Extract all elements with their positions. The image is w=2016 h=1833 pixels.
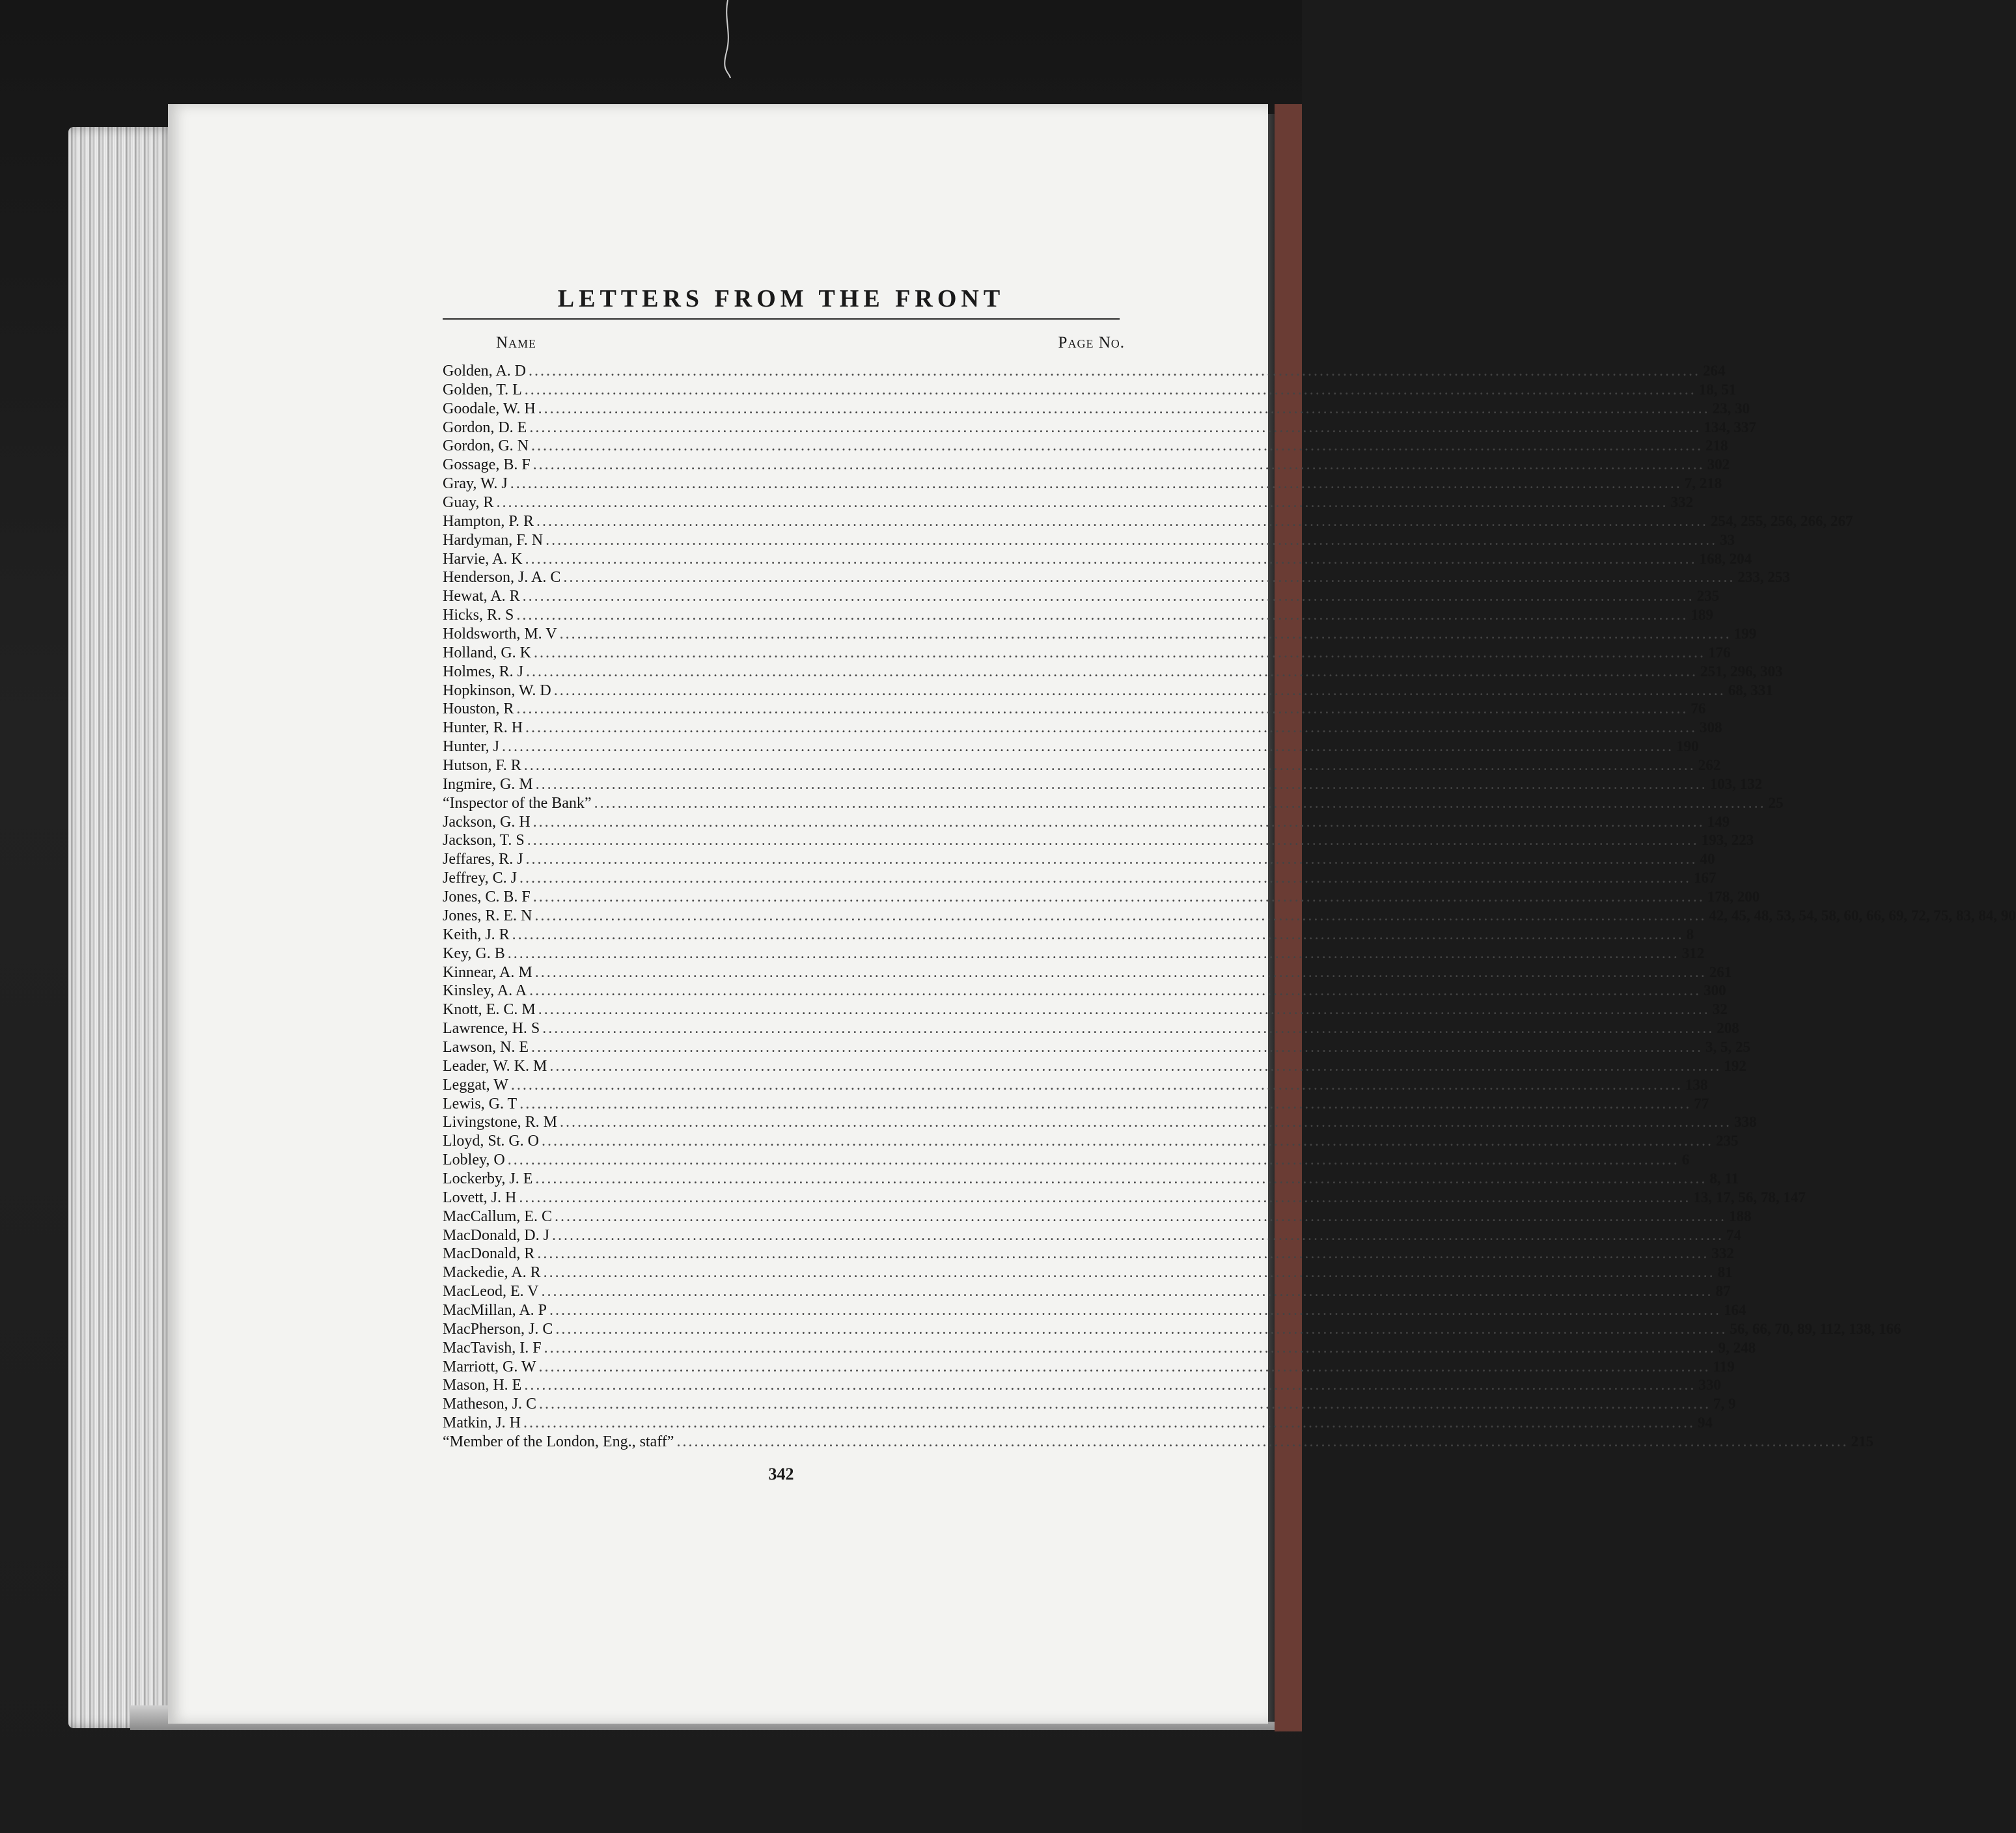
index-entry — [443, 550, 1752, 569]
entry-name: Holmes, R. J — [443, 663, 524, 680]
entry-name: Hunter, R. H — [443, 719, 523, 737]
entry-name: Gordon, D. E — [443, 419, 527, 436]
entry-page-numbers: 25 — [1768, 794, 1784, 811]
entry-name: Lloyd, St. G. O — [443, 1133, 540, 1150]
index-entry — [443, 1395, 1736, 1414]
dot-leader: ........................................................................................................................................................................................................ — [531, 437, 1703, 455]
index-entry — [443, 944, 1705, 963]
dot-leader: ........................................................................................................................................................................................................ — [535, 1170, 1707, 1187]
index-entry — [443, 512, 1853, 531]
index-entry — [443, 1245, 1734, 1263]
dot-leader: ........................................................................................................................................................................................................ — [512, 926, 1684, 943]
index-entry — [443, 1151, 1690, 1170]
index-entry — [443, 682, 1773, 700]
dot-leader: ........................................................................................................................................................................................................ — [554, 1207, 1726, 1225]
dot-leader: ........................................................................................................................................................................................................ — [532, 456, 1705, 474]
entry-name: Jeffares, R. J — [443, 851, 523, 868]
entry-page-numbers: 23, 30 — [1712, 400, 1750, 417]
entry-name: Keith, J. R — [443, 926, 510, 943]
dot-leader: ........................................................................................................................................................................................................ — [529, 982, 1702, 1000]
entry-name: Lobley, O — [443, 1151, 505, 1169]
entry-page-numbers: 68, 331 — [1728, 682, 1773, 698]
entry-name: Key, G. B — [443, 944, 505, 962]
entry-page-numbers: 262 — [1698, 757, 1721, 774]
entry-name: Gordon, G. N — [443, 437, 529, 455]
entry-name: MacMillan, A. P — [443, 1301, 547, 1319]
entry-name: Hardyman, F. N — [443, 531, 544, 549]
column-header-page-no: Page No. — [1058, 334, 1125, 351]
index-entry — [443, 888, 1760, 907]
page-number: 342 — [768, 1465, 794, 1483]
entry-name: Lawrence, H. S — [443, 1020, 540, 1038]
index-entry — [443, 737, 1699, 756]
index-entry — [443, 1132, 1739, 1151]
entry-name: Gossage, B. F — [443, 456, 531, 474]
dot-leader: ........................................................................................................................................................................................................ — [535, 775, 1707, 793]
dot-leader: ........................................................................................................................................................................................................ — [532, 813, 1705, 831]
index-entry — [443, 869, 1717, 888]
index-entry — [443, 1019, 1739, 1038]
dot-leader: ........................................................................................................................................................................................................ — [534, 907, 1707, 924]
index-entry — [443, 1263, 1733, 1282]
entry-page-numbers: 208 — [1717, 1020, 1739, 1037]
dot-leader: ........................................................................................................................................................................................................ — [523, 1414, 1695, 1432]
entry-page-numbers: 338 — [1734, 1114, 1757, 1131]
entry-name: MacPherson, J. C — [443, 1320, 553, 1338]
entry-page-numbers: 215 — [1851, 1433, 1873, 1450]
entry-name: Lovett, J. H — [443, 1189, 517, 1206]
dot-leader: ........................................................................................................................................................................................................ — [538, 1001, 1710, 1019]
index-entry — [443, 756, 1721, 775]
entry-page-numbers: 40 — [1700, 851, 1715, 868]
index-entry — [443, 963, 1732, 982]
index-entry — [443, 587, 1720, 606]
entry-page-numbers: 94 — [1698, 1414, 1713, 1431]
entry-page-numbers: 8, 11 — [1709, 1170, 1739, 1187]
entry-page-numbers: 332 — [1711, 1245, 1734, 1262]
entry-page-numbers: 8 — [1686, 926, 1694, 943]
entry-name: Hutson, F. R — [443, 757, 521, 775]
entry-name: MacDonald, D. J — [443, 1226, 549, 1244]
dot-leader: ........................................................................................................................................................................................................ — [545, 531, 1718, 549]
entry-page-numbers: 190 — [1676, 738, 1699, 755]
dot-leader: ........................................................................................................................................................................................................ — [536, 512, 1709, 530]
index-entry — [443, 1339, 1756, 1358]
title-rule — [443, 318, 1120, 320]
index-entry — [443, 456, 1730, 475]
index-entry — [443, 831, 1754, 850]
entry-name: Hunter, J — [443, 738, 500, 756]
dot-leader: ........................................................................................................................................................................................................ — [507, 1151, 1679, 1169]
dot-leader: ........................................................................................................................................................................................................ — [553, 682, 1726, 699]
index-entry — [443, 362, 1726, 381]
entry-page-numbers: 119 — [1713, 1358, 1735, 1375]
dot-leader: ........................................................................................................................................................................................................ — [519, 870, 1691, 887]
entry-page-numbers: 168, 204 — [1699, 550, 1752, 567]
entry-name: Leggat, W — [443, 1076, 508, 1094]
entry-page-numbers: 254, 255, 256, 266, 267 — [1711, 512, 1853, 529]
entry-name: Lewis, G. T — [443, 1095, 518, 1112]
dot-leader: ........................................................................................................................................................................................................ — [516, 607, 1689, 624]
column-header-name: Name — [496, 334, 537, 351]
index-entry — [443, 381, 1737, 400]
entry-page-numbers: 18, 51 — [1698, 381, 1737, 398]
index-entry — [443, 1414, 1713, 1433]
dot-leader: ........................................................................................................................................................................................................ — [559, 626, 1732, 643]
dot-leader: ........................................................................................................................................................................................................ — [560, 1114, 1732, 1131]
index-entry — [443, 437, 1728, 456]
index-entry — [443, 1358, 1735, 1377]
entry-page-numbers: 312 — [1681, 944, 1705, 961]
entry-page-numbers: 235 — [1716, 1133, 1739, 1150]
dot-leader: ........................................................................................................................................................................................................ — [510, 475, 1682, 493]
index-entries-list — [443, 362, 2016, 1452]
index-entry — [443, 644, 1731, 663]
dot-leader: ........................................................................................................................................................................................................ — [538, 1358, 1711, 1375]
index-entry — [443, 926, 1694, 944]
entry-name: Jones, R. E. N — [443, 907, 532, 924]
index-entry — [443, 663, 1783, 682]
index-entry — [443, 982, 1726, 1000]
index-entry — [443, 1433, 1873, 1452]
entry-name: Goodale, W. H — [443, 400, 536, 417]
entry-page-numbers: 13, 17, 56, 78, 147 — [1693, 1189, 1806, 1206]
index-entry — [443, 1226, 1741, 1245]
entry-page-numbers: 176 — [1707, 644, 1731, 661]
entry-name: Lawson, N. E — [443, 1038, 529, 1056]
entry-name: Knott, E. C. M — [443, 1001, 536, 1019]
entry-name: MacTavish, I. F — [443, 1339, 542, 1357]
dot-leader: ........................................................................................................................................................................................................ — [527, 832, 1699, 849]
entry-name: Hampton, P. R — [443, 512, 534, 530]
dot-leader: ........................................................................................................................................................................................................ — [563, 569, 1735, 586]
index-entry — [443, 1038, 1750, 1057]
dot-leader: ........................................................................................................................................................................................................ — [525, 550, 1697, 568]
entry-name: Gray, W. J — [443, 475, 508, 493]
index-entry — [443, 1376, 1721, 1395]
entry-name: Marriott, G. W — [443, 1358, 536, 1375]
entry-page-numbers: 87 — [1715, 1283, 1731, 1300]
dot-leader: ........................................................................................................................................................................................................ — [551, 1226, 1724, 1244]
entry-page-numbers: 9, 248 — [1718, 1339, 1756, 1356]
book-page-edges — [68, 127, 176, 1728]
entry-name: Houston, R — [443, 700, 514, 718]
entry-name: Kinnear, A. M — [443, 963, 532, 981]
index-entry — [443, 1000, 1728, 1019]
index-entry — [443, 1095, 1709, 1114]
index-entry — [443, 719, 1722, 737]
entry-page-numbers: 134, 337 — [1704, 419, 1756, 435]
dot-leader: ........................................................................................................................................................................................................ — [676, 1433, 1849, 1450]
index-entry — [443, 794, 1784, 813]
entry-page-numbers: 193, 223 — [1701, 832, 1754, 849]
index-entry — [443, 1301, 1747, 1320]
dot-leader: ........................................................................................................................................................................................................ — [549, 1301, 1721, 1319]
entry-name: Mackedie, A. R — [443, 1264, 541, 1282]
entry-name: Mason, H. E — [443, 1377, 522, 1394]
entry-page-numbers: 308 — [1700, 719, 1722, 736]
dot-leader: ........................................................................................................................................................................................................ — [522, 588, 1694, 605]
entry-name: Lockerby, J. E — [443, 1170, 533, 1187]
entry-name: “Inspector of the Bank” — [443, 794, 592, 812]
dot-leader: ........................................................................................................................................................................................................ — [496, 494, 1668, 512]
entry-page-numbers: 7, 9 — [1713, 1396, 1736, 1413]
entry-name: MacCallum, E. C — [443, 1207, 552, 1225]
entry-name: Holdsworth, M. V — [443, 626, 557, 643]
entry-page-numbers: 77 — [1694, 1095, 1709, 1112]
dot-leader: ........................................................................................................................................................................................................ — [549, 1057, 1722, 1075]
entry-name: Livingstone, R. M — [443, 1114, 558, 1131]
entry-name: Golden, T. L — [443, 381, 522, 398]
index-entry — [443, 1057, 1747, 1076]
dot-leader: ........................................................................................................................................................................................................ — [541, 1283, 1713, 1301]
index-entry — [443, 1076, 1708, 1095]
entry-page-numbers: 149 — [1707, 813, 1730, 830]
entry-name: Harvie, A. K — [443, 550, 523, 568]
entry-name: Leader, W. K. M — [443, 1057, 547, 1075]
index-entry — [443, 531, 1735, 550]
page-title: LETTERS FROM THE FRONT — [557, 285, 1005, 312]
index-entry — [443, 1207, 1752, 1226]
entry-name: Jeffrey, C. J — [443, 870, 517, 887]
entry-page-numbers: 7, 218 — [1684, 475, 1722, 492]
index-entry — [443, 907, 2016, 926]
entry-page-numbers: 164 — [1724, 1301, 1747, 1318]
entry-name: Matheson, J. C — [443, 1396, 536, 1413]
index-entry — [443, 850, 1715, 869]
entry-page-numbers: 188 — [1728, 1207, 1752, 1224]
entry-name: Hopkinson, W. D — [443, 682, 551, 699]
entry-page-numbers: 233, 253 — [1737, 569, 1790, 586]
dot-leader: ........................................................................................................................................................................................................ — [510, 1076, 1683, 1094]
dot-leader: ........................................................................................................................................................................................................ — [524, 1377, 1696, 1394]
index-entry — [443, 775, 1763, 794]
index-entry — [443, 1113, 1757, 1132]
dot-leader: ........................................................................................................................................................................................................ — [544, 1339, 1716, 1357]
entry-page-numbers: 251, 296, 303 — [1700, 663, 1783, 680]
entry-name: Ingmire, G. M — [443, 775, 533, 793]
entry-page-numbers: 332 — [1670, 494, 1693, 511]
dot-leader: ........................................................................................................................................................................................................ — [519, 1189, 1691, 1206]
entry-name: Hewat, A. R — [443, 588, 520, 605]
index-entry — [443, 1189, 1806, 1207]
dot-leader: ........................................................................................................................................................................................................ — [523, 757, 1696, 775]
entry-page-numbers: 6 — [1681, 1151, 1690, 1168]
dot-leader: ........................................................................................................................................................................................................ — [542, 1133, 1714, 1150]
entry-page-numbers: 138 — [1685, 1076, 1708, 1093]
dot-leader: ........................................................................................................................................................................................................ — [516, 700, 1689, 718]
entry-page-numbers: 300 — [1704, 982, 1726, 999]
index-entry — [443, 568, 1790, 587]
entry-name: Kinsley, A. A — [443, 982, 527, 1000]
index-entry — [443, 475, 1722, 493]
entry-page-numbers: 189 — [1691, 607, 1713, 624]
dot-leader: ........................................................................................................................................................................................................ — [529, 419, 1702, 436]
entry-page-numbers: 218 — [1705, 437, 1728, 454]
entry-page-numbers: 235 — [1696, 588, 1720, 605]
index-entry — [443, 400, 1750, 419]
entry-page-numbers: 74 — [1726, 1226, 1741, 1243]
dot-leader: ........................................................................................................................................................................................................ — [525, 719, 1698, 737]
index-entry — [443, 493, 1693, 512]
dot-leader: ........................................................................................................................................................................................................ — [507, 944, 1679, 962]
dot-leader: ........................................................................................................................................................................................................ — [537, 1245, 1709, 1263]
entry-name: “Member of the London, Eng., staff” — [443, 1433, 674, 1450]
entry-page-numbers: 33 — [1720, 531, 1735, 548]
dot-leader: ........................................................................................................................................................................................................ — [502, 738, 1674, 756]
dot-leader: ........................................................................................................................................................................................................ — [534, 963, 1707, 981]
dot-leader: ........................................................................................................................................................................................................ — [594, 794, 1766, 812]
entry-page-numbers: 264 — [1703, 363, 1726, 379]
dot-leader: ........................................................................................................................................................................................................ — [526, 663, 1698, 680]
dot-leader: ........................................................................................................................................................................................................ — [531, 1038, 1703, 1056]
entry-page-numbers: 3, 5, 25 — [1705, 1038, 1750, 1055]
entry-name: Golden, A. D — [443, 363, 526, 379]
index-entry — [443, 1282, 1731, 1301]
dot-leader: ........................................................................................................................................................................................................ — [525, 851, 1698, 868]
index-entry — [443, 606, 1713, 625]
entry-page-numbers: 199 — [1733, 626, 1757, 642]
dot-leader: ........................................................................................................................................................................................................ — [532, 889, 1705, 906]
entry-page-numbers: 178, 200 — [1707, 889, 1760, 905]
entry-name: Jackson, T. S — [443, 832, 525, 849]
index-entry — [443, 700, 1706, 719]
entry-page-numbers: 42, 45, 48, 53, 54, 58, 60, 66, 69, 72, 75, 83, 84, 90 — [1709, 907, 2016, 924]
entry-name: MacLeod, E. V — [443, 1283, 539, 1301]
dot-leader: ........................................................................................................................................................................................................ — [519, 1095, 1692, 1112]
entry-page-numbers: 76 — [1691, 700, 1706, 717]
entry-page-numbers: 103, 132 — [1709, 775, 1763, 792]
index-entry — [443, 419, 1756, 437]
thread-strand — [721, 0, 734, 78]
entry-page-numbers: 302 — [1707, 456, 1730, 473]
entry-page-numbers: 330 — [1698, 1377, 1721, 1394]
dot-leader: ........................................................................................................................................................................................................ — [542, 1020, 1715, 1038]
dot-leader: ........................................................................................................................................................................................................ — [538, 400, 1710, 417]
entry-name: Jones, C. B. F — [443, 889, 531, 906]
dot-leader: ........................................................................................................................................................................................................ — [529, 363, 1700, 379]
entry-page-numbers: 167 — [1693, 870, 1717, 887]
index-entry — [443, 625, 1757, 644]
entry-name: Jackson, G. H — [443, 813, 531, 831]
entry-page-numbers: 32 — [1712, 1001, 1728, 1018]
entry-page-numbers: 81 — [1717, 1264, 1733, 1281]
entry-name: Henderson, J. A. C — [443, 569, 561, 586]
entry-name: Matkin, J. H — [443, 1414, 521, 1432]
entry-page-numbers: 261 — [1709, 963, 1732, 980]
index-entry — [443, 1170, 1739, 1189]
dot-leader: ........................................................................................................................................................................................................ — [533, 644, 1705, 661]
entry-name: Holland, G. K — [443, 644, 531, 661]
dot-leader: ........................................................................................................................................................................................................ — [555, 1320, 1728, 1338]
index-entry — [443, 1320, 1901, 1339]
index-entry — [443, 813, 1730, 832]
entry-name: Hicks, R. S — [443, 607, 514, 624]
entry-name: MacDonald, R — [443, 1245, 535, 1263]
dot-leader: ........................................................................................................................................................................................................ — [539, 1396, 1711, 1413]
entry-name: Guay, R — [443, 494, 494, 512]
dot-leader: ........................................................................................................................................................................................................ — [543, 1264, 1715, 1282]
entry-page-numbers: 56, 66, 70, 89, 112, 138, 166 — [1730, 1320, 1901, 1337]
entry-page-numbers: 192 — [1724, 1057, 1747, 1074]
dot-leader: ........................................................................................................................................................................................................ — [524, 381, 1696, 398]
